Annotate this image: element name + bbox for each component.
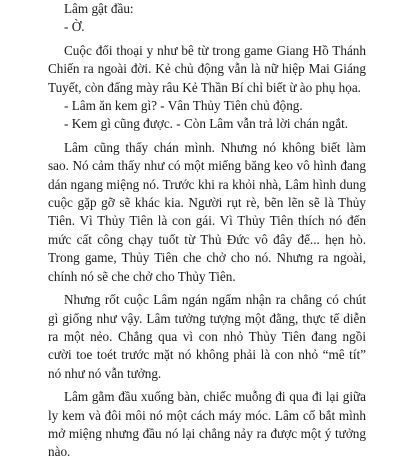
body-text xyxy=(48,0,366,462)
paragraph-4: - Lâm ăn kem gì? - Vân Thủy Tiên chủ động. xyxy=(64,98,303,114)
paragraph-7: Nhưng rốt cuộc Lâm ngán ngẩm nhận ra chẳng có chút gì giống như vậy. Lâm tưởng tượng một đằng, thực tế diễn ra một nẻo. Chẳng qua vì con nhỏ Thủy Tiên đang ngồi cười toe toét trước mặt nó không phải là con nhỏ “mê tít” nó như nó vẫn tưởng. xyxy=(48,292,366,381)
paragraph-6: Lâm cũng thấy chán mình. Nhưng nó không biết làm sao. Nó cảm thấy như có một miếng băng keo vô hình đang dán ngang miệng nó. Trước khi ra khỏi nhà, Lâm hình dung cuộc gặp gỡ sẽ khác kia. Người rụt rè, bẽn lẽn sẽ là Thủy Tiên. Vì Thủy Tiên là con gái. Vì Thủy Tiên thích nó đến mức cất công chạy tuốt từ Thủ Đức vô đây để... hẹn hò. Trong game, Thủy Tiên che chở cho nó. Nhưng ra ngoài, chính nó sẽ che chở cho Thủy Tiên. xyxy=(48,139,366,284)
paragraph-1: Lâm gật đầu: xyxy=(64,1,134,16)
paragraph-8: Lâm gằm đầu xuống bàn, chiếc muỗng đi qua đi lại giữa ly kem và đôi môi nó một cách máy móc. Lâm cố bắt mình mở miệng nhưng đầu nó lại chẳng nảy ra được một ý tưởng nào. xyxy=(48,389,366,460)
paragraph-2: - Ờ. xyxy=(64,19,85,35)
paragraph-3: Cuộc đối thoại y như bê từ trong game Giang Hồ Thánh Chiến ra ngoài đời. Kẻ chủ động vẫn là nữ hiệp Mai Giáng Tuyết, còn đấng mày râu Kẻ Thần Bí chỉ biết ừ ào phụ họa. xyxy=(48,42,366,95)
paragraph-5: - Kem gì cũng được. - Còn Lâm vẫn trả lời chán ngắt. xyxy=(64,116,349,132)
